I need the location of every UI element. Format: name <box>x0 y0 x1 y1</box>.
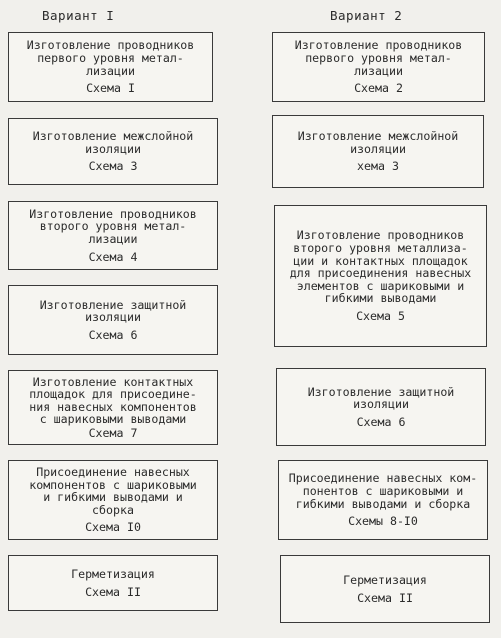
step-text-line: сборка <box>92 502 134 517</box>
step-text-line: компонентов с шариковыми <box>29 477 197 492</box>
step-text-line: Изготовление проводников <box>294 38 463 53</box>
step-text-line: Герметизация <box>71 566 155 581</box>
schema-label: Схема 7 <box>88 425 138 440</box>
step-text-line: изоляции <box>353 397 409 412</box>
variant-2-heading: Вариант 2 <box>330 8 403 23</box>
v2-step-4-box <box>276 368 486 446</box>
v1-step-7-box <box>8 555 218 611</box>
step-text-line: Изготовление защитной <box>307 384 455 399</box>
step-text-line: Изготовление межслойной <box>32 129 194 144</box>
step-text-line: второго уровня метал- <box>39 219 187 234</box>
variant-1-heading: Вариант I <box>42 8 115 23</box>
step-text-line: элементов с шариковыми и <box>296 278 465 293</box>
step-text-line: лизации <box>354 63 403 78</box>
v1-step-3-box <box>8 201 218 270</box>
step-text-line: первого уровня метал- <box>37 50 184 65</box>
v1-step-2-box <box>8 118 218 185</box>
step-text-line: изоляции <box>85 141 141 156</box>
step-text-line: изоляции <box>85 310 141 325</box>
schema-label: Схема II <box>85 584 141 599</box>
step-text-line: с шариковыми выводами <box>39 412 187 427</box>
v2-step-5-box <box>278 460 488 540</box>
v1-step-4-box <box>8 285 218 355</box>
schema-label: хема 3 <box>357 159 399 174</box>
schema-label: Схема 3 <box>88 159 138 174</box>
schema-label: Схема I <box>86 81 135 96</box>
step-text-line: второго уровня металлиза- <box>293 241 468 256</box>
step-text-line: понентов с шариковыми и <box>302 483 464 498</box>
schema-label: Схема II <box>357 590 413 605</box>
v1-step-6-box <box>8 460 218 540</box>
schema-label: Схема 4 <box>88 249 138 264</box>
step-text-line: Изготовление контактных <box>32 374 194 389</box>
v1-step-1-box <box>8 32 213 102</box>
step-text-line: гибкими выводами <box>324 291 437 306</box>
step-text-line: изоляции <box>350 141 406 156</box>
step-text-line: Герметизация <box>343 572 427 587</box>
step-text-line: Присоединение навесных <box>36 465 190 480</box>
schema-label: Схема 5 <box>356 308 405 323</box>
v2-step-6-box <box>280 555 490 623</box>
step-text-line: и гибкими выводами и <box>43 490 183 505</box>
step-text-line: Изготовление проводников <box>29 206 197 221</box>
schema-label: Схема 6 <box>356 414 406 429</box>
step-text-line: гибкими выводами и сборка <box>295 496 471 511</box>
schema-label: Схема I0 <box>85 520 141 535</box>
schema-label: Схемы 8-I0 <box>348 514 418 529</box>
step-text-line: Изготовление защитной <box>39 297 187 312</box>
step-text-line: Изготовление проводников <box>26 38 195 53</box>
step-text-line: первого уровня метал- <box>305 50 452 65</box>
step-text-line: лизации <box>86 63 135 78</box>
v2-step-3-box <box>274 205 487 347</box>
step-text-line: площадок для присоедине- <box>29 387 197 402</box>
step-text-line: лизации <box>88 232 138 246</box>
v1-step-5-box <box>8 370 218 445</box>
step-text-line: ции и контактных площадок <box>293 253 468 268</box>
v2-step-2-box <box>272 115 484 188</box>
step-text-line: для присоединения навесных <box>289 266 472 281</box>
step-text-line: ния навесных компонентов <box>29 399 197 414</box>
step-text-line: Изготовление межслойной <box>297 129 459 144</box>
schema-label: Схема 2 <box>354 81 403 96</box>
step-text-line: Присоединение навесных ком- <box>288 471 478 486</box>
step-text-line: Изготовление проводников <box>296 228 465 243</box>
v2-step-1-box <box>272 32 485 102</box>
schema-label: Схема 6 <box>88 327 138 342</box>
